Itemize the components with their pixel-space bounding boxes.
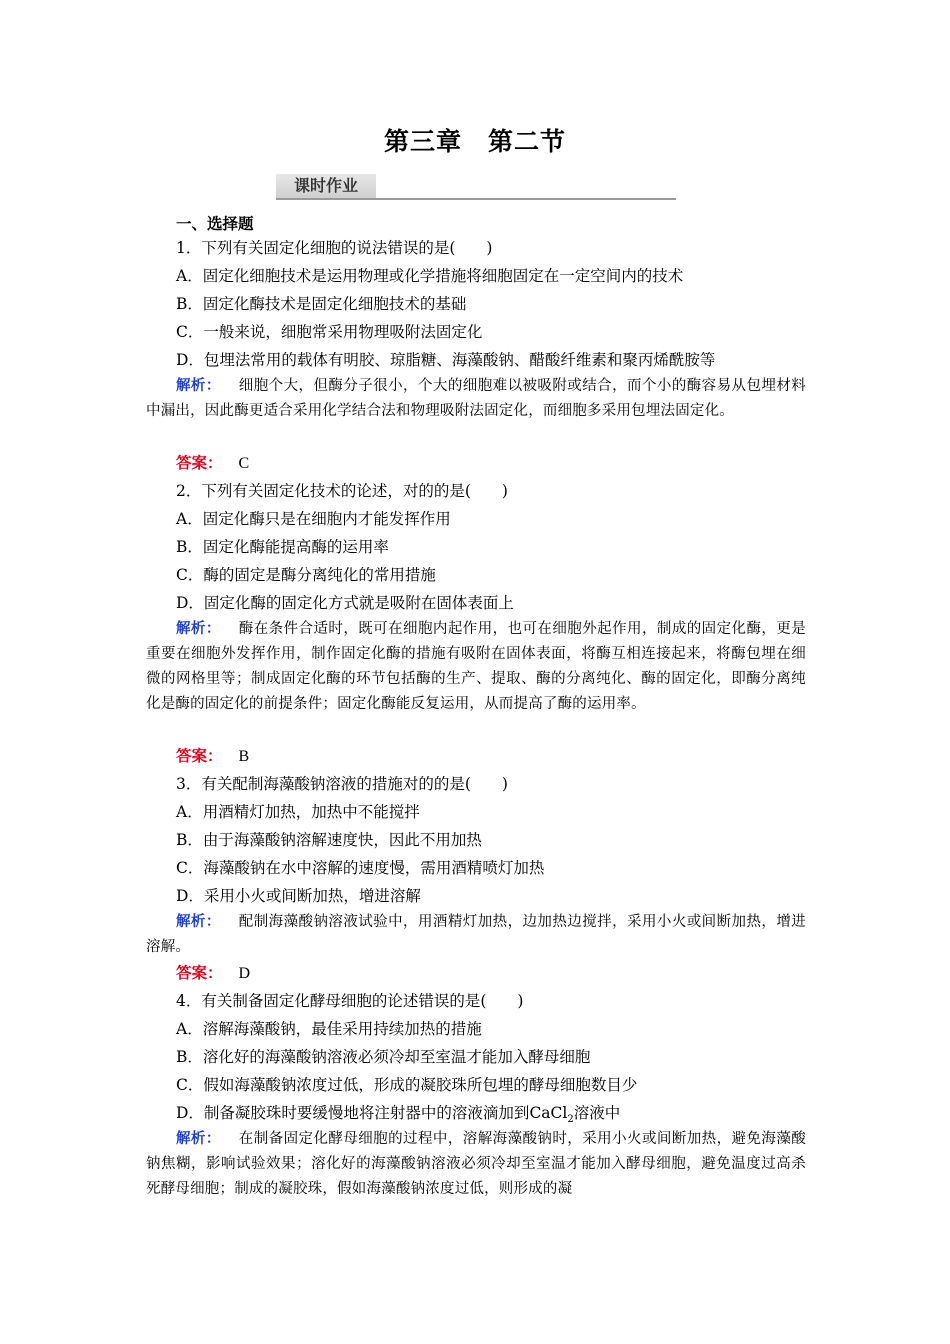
q4-option-b: B．溶化好的海藻酸钠溶液必须冷却至室温才能加入酵母细胞 bbox=[176, 1048, 591, 1066]
q2-option-d: D．固定化酶的固定化方式就是吸附在固体表面上 bbox=[176, 594, 514, 612]
q4-option-c: C．假如海藻酸钠浓度过低，形成的凝胶珠所包埋的酵母细胞数目少 bbox=[176, 1076, 638, 1094]
q1-option-a: A．固定化细胞技术是运用物理或化学措施将细胞固定在一定空间内的技术 bbox=[176, 267, 684, 285]
q1-answer bbox=[176, 452, 249, 474]
q2-stem: 2．下列有关固定化技术的论述，对的的是( ) bbox=[176, 482, 508, 500]
q2-answer-label: 答案： bbox=[176, 747, 223, 765]
q2-option-a: A．固定化酶只是在细胞内才能发挥作用 bbox=[176, 510, 451, 528]
q2-option-c: C．酶的固定是酶分离纯化的常用措施 bbox=[176, 566, 436, 584]
q1-analysis bbox=[146, 374, 806, 424]
q3-analysis-text: 配制海藻酸钠溶液试验中，用酒精灯加热，边加热边搅拌，采用小火或间断加热，增进溶解。 bbox=[146, 914, 806, 955]
q4-option-d-prefix: D．制备凝胶珠时要缓慢地将注射器中的溶液滴加到 bbox=[176, 1104, 530, 1122]
q1-analysis-label: 解析： bbox=[176, 378, 221, 394]
q3-option-b: B．由于海藻酸钠溶解速度快，因此不用加热 bbox=[176, 831, 482, 849]
q1-answer-value: C bbox=[238, 455, 250, 472]
q2-analysis-text: 酶在条件合适时，既可在细胞内起作用，也可在细胞外起作用，制成的固定化酶，更是重要在细胞外发挥作用，制作固定化酶的措施有吸附在固体表面，将酶互相连接起来，将酶包埋在细微的网格里等；制成固定化酶的环节包括酶的生产、提取、酶的分离纯化、酶的固定化，即酶分离纯化是酶的固定化的前提条件；固定化酶能反复运用，从而提高了酶的运用率。 bbox=[146, 621, 806, 712]
q3-option-c: C．海藻酸钠在水中溶解的速度慢，需用酒精喷灯加热 bbox=[176, 859, 545, 877]
q4-stem: 4．有关制备固定化酵母细胞的论述错误的是( ) bbox=[176, 992, 524, 1010]
q2-analysis bbox=[146, 617, 806, 717]
q1-option-d: D．包埋法常用的载体有明胶、琼脂糖、海藻酸钠、醋酸纤维素和聚丙烯酰胺等 bbox=[176, 351, 716, 369]
q4-option-a: A．溶解海藻酸钠，最佳采用持续加热的措施 bbox=[176, 1020, 482, 1038]
q2-answer bbox=[176, 745, 249, 767]
q1-analysis-text: 细胞个大，但酶分子很小，个大的细胞难以被吸附或结合，而个小的酶容易从包埋材料中漏出，因此酶更适合采用化学结合法和物理吸附法固定化，而细胞多采用包埋法固定化。 bbox=[146, 378, 806, 419]
q2-answer-value: B bbox=[238, 748, 250, 765]
homework-tag: 课时作业 bbox=[276, 174, 376, 198]
q1-option-b: B．固定化酶技术是固定化细胞技术的基础 bbox=[176, 295, 467, 313]
q3-option-d: D．采用小火或间断加热，增进溶解 bbox=[176, 887, 421, 905]
q3-analysis-label: 解析： bbox=[176, 914, 221, 930]
q4-analysis-label: 解析： bbox=[176, 1131, 221, 1147]
q4-analysis bbox=[146, 1127, 806, 1202]
homework-tag-bar bbox=[276, 174, 676, 200]
q4-option-d bbox=[176, 1102, 620, 1124]
q1-option-c: C．一般来说，细胞常采用物理吸附法固定化 bbox=[176, 323, 483, 341]
q3-answer-value: D bbox=[238, 965, 251, 982]
section-title: 第二节 bbox=[488, 127, 567, 156]
q4-option-d-sub: 2 bbox=[567, 1114, 574, 1126]
section-heading: 一、选择题 bbox=[176, 214, 254, 233]
q1-answer-label: 答案： bbox=[176, 454, 223, 472]
q4-option-d-chem: CaCl bbox=[529, 1104, 568, 1122]
q3-answer-label: 答案： bbox=[176, 964, 223, 982]
chapter-title: 第三章 bbox=[383, 127, 462, 156]
q4-analysis-text: 在制备固定化酵母细胞的过程中，溶解海藻酸钠时，采用小火或间断加热，避免海藻酸钠焦糊，影响试验效果；溶化好的海藻酸钠溶液必须冷却至室温才能加入酵母细胞，避免温度过高杀死酵母细胞；制成的凝胶珠，假如海藻酸钠浓度过低，则形成的凝 bbox=[146, 1131, 806, 1197]
page-title bbox=[0, 122, 950, 158]
q1-stem: 1．下列有关固定化细胞的说法错误的是( ) bbox=[176, 239, 493, 257]
q2-analysis-label: 解析： bbox=[176, 621, 221, 637]
q3-analysis bbox=[146, 910, 806, 960]
q3-answer bbox=[176, 962, 250, 984]
q3-stem: 3．有关配制海藻酸钠溶液的措施对的的是( ) bbox=[176, 775, 508, 793]
q4-option-d-suffix: 溶液中 bbox=[573, 1104, 621, 1122]
q3-option-a: A．用酒精灯加热，加热中不能搅拌 bbox=[176, 803, 420, 821]
q2-option-b: B．固定化酶能提高酶的运用率 bbox=[176, 538, 389, 556]
